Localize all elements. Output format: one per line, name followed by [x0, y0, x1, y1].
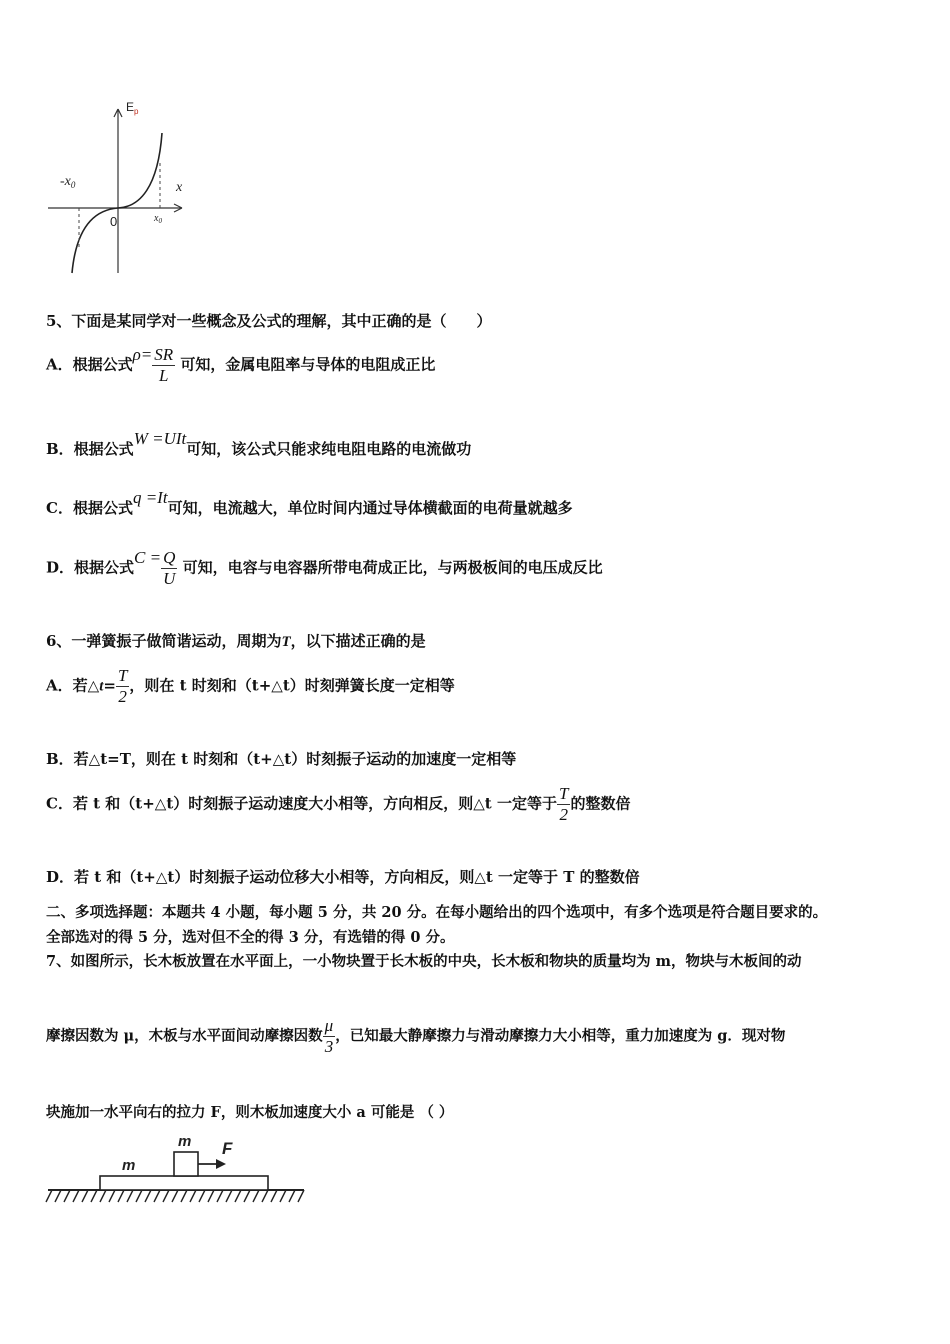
q5-option-b[interactable] — [46, 429, 472, 459]
q6-stem: 6、一弹簧振子做简谐运动，周期为T，以下描述正确的是 — [46, 632, 426, 650]
ep-x-graph — [40, 95, 200, 280]
y-axis-label: $E_p$ — [126, 100, 139, 116]
section2-line2: 全部选对的得 5 分，选对但不全的得 3 分，有选错的得 0 分。 — [46, 929, 455, 946]
board-mass-label: m — [122, 1157, 136, 1174]
ground-hatching — [46, 1190, 304, 1202]
q5-option-a-lhs: ρ= — [132, 344, 153, 364]
force-label: F — [222, 1139, 233, 1158]
origin-label: 0 — [110, 214, 118, 229]
q6-option-b[interactable]: B．若△t=T，则在 t 时刻和（t+△t）时刻振子运动的加速度一定相等 — [46, 750, 517, 768]
q5-option-b-pre: B．根据公式 — [46, 440, 134, 458]
block-mass-label: m — [178, 1133, 192, 1150]
q5-option-c-pre: C．根据公式 — [46, 499, 133, 517]
q5-stem: 5、下面是某同学对一些概念及公式的理解，其中正确的是（ ） — [46, 312, 492, 330]
q5-option-c[interactable] — [46, 488, 573, 518]
q6-option-c-post: 的整数倍 — [570, 794, 631, 813]
q6-option-a[interactable]: A．若△t= $\frac{T}{2}$ ，则在 t 时刻和（t+△t）时刻弹簧长度一定相等 — [46, 666, 455, 706]
q5-option-a-post: 可知，金属电阻率与导体的电阻成正比 — [180, 355, 436, 374]
q5-option-a[interactable] — [46, 345, 435, 386]
q5-option-d-fraction: $\frac{Q}{U}$ — [163, 548, 176, 588]
ep-curve — [72, 133, 162, 273]
x-axis-label: x — [176, 180, 183, 195]
small-block — [174, 1152, 198, 1176]
q7-line2: 摩擦因数为 μ，木板与水平面间动摩擦因数 $\frac{\mu}{3}$ ，已知最大静摩擦力与滑动摩擦力大小相等，重力加速度为 g．现对物 — [46, 1016, 786, 1056]
long-board — [100, 1176, 268, 1190]
q5-option-b-post: 可知，该公式只能求纯电阻电路的电流做功 — [186, 440, 472, 458]
force-arrow-head — [216, 1159, 226, 1169]
pos-x0-label: $x_0$ — [154, 213, 162, 225]
q7-line1: 7、如图所示，长木板放置在水平面上，一小物块置于长木板的中央，长木板和物块的质量均为 m，物块与木板间的动 — [46, 953, 802, 970]
q6-option-a-post: ，则在 t 时刻和（t+△t）时刻弹簧长度一定相等 — [129, 676, 455, 695]
q5-option-b-formula: W =UIt — [133, 429, 187, 448]
q5-option-d-pre: D．根据公式 — [46, 558, 135, 577]
board-block-figure — [44, 1126, 314, 1210]
q7-mu-fraction: $\frac{\mu}{3}$ — [324, 1016, 334, 1056]
q6-option-a-pre: A．若△ — [46, 676, 100, 695]
q6-option-a-fraction: $\frac{T}{2}$ — [117, 666, 128, 706]
q5-option-a-fraction: $\frac{SR}{L}$ — [154, 345, 174, 385]
neg-x0-label: $-x_0$ — [60, 174, 76, 190]
q6-option-c[interactable] — [46, 784, 630, 825]
q5-option-d[interactable] — [46, 548, 603, 589]
q7-line3: 块施加一水平向右的拉力 F，则木板加速度大小 a 可能是 （ ） — [46, 1104, 454, 1121]
q5-option-d-lhs: C = — [134, 547, 162, 567]
q5-option-d-post: 可知，电容与电容器所带电荷成正比，与两极板间的电压成反比 — [182, 558, 603, 577]
q5-option-a-pre: A．根据公式 — [46, 355, 133, 374]
section2-line1: 二、多项选择题：本题共 4 小题，每小题 5 分，共 20 分。在每小题给出的四个选项中，有多个选项是符合题目要求的。 — [46, 904, 828, 921]
q5-option-c-formula: q =It — [132, 488, 168, 507]
q6-option-c-fraction: $\frac{T}{2}$ — [558, 784, 569, 824]
q5-option-c-post: 可知，电流越大，单位时间内通过导体横截面的电荷量就越多 — [167, 499, 573, 517]
q6-option-d[interactable]: D．若 t 和（t+△t）时刻振子运动位移大小相等，方向相反，则△t 一定等于 T 的整数倍 — [46, 868, 640, 886]
q6-option-c-pre: C．若 t 和（t+△t）时刻振子运动速度大小相等，方向相反，则△t 一定等于 — [46, 794, 557, 813]
